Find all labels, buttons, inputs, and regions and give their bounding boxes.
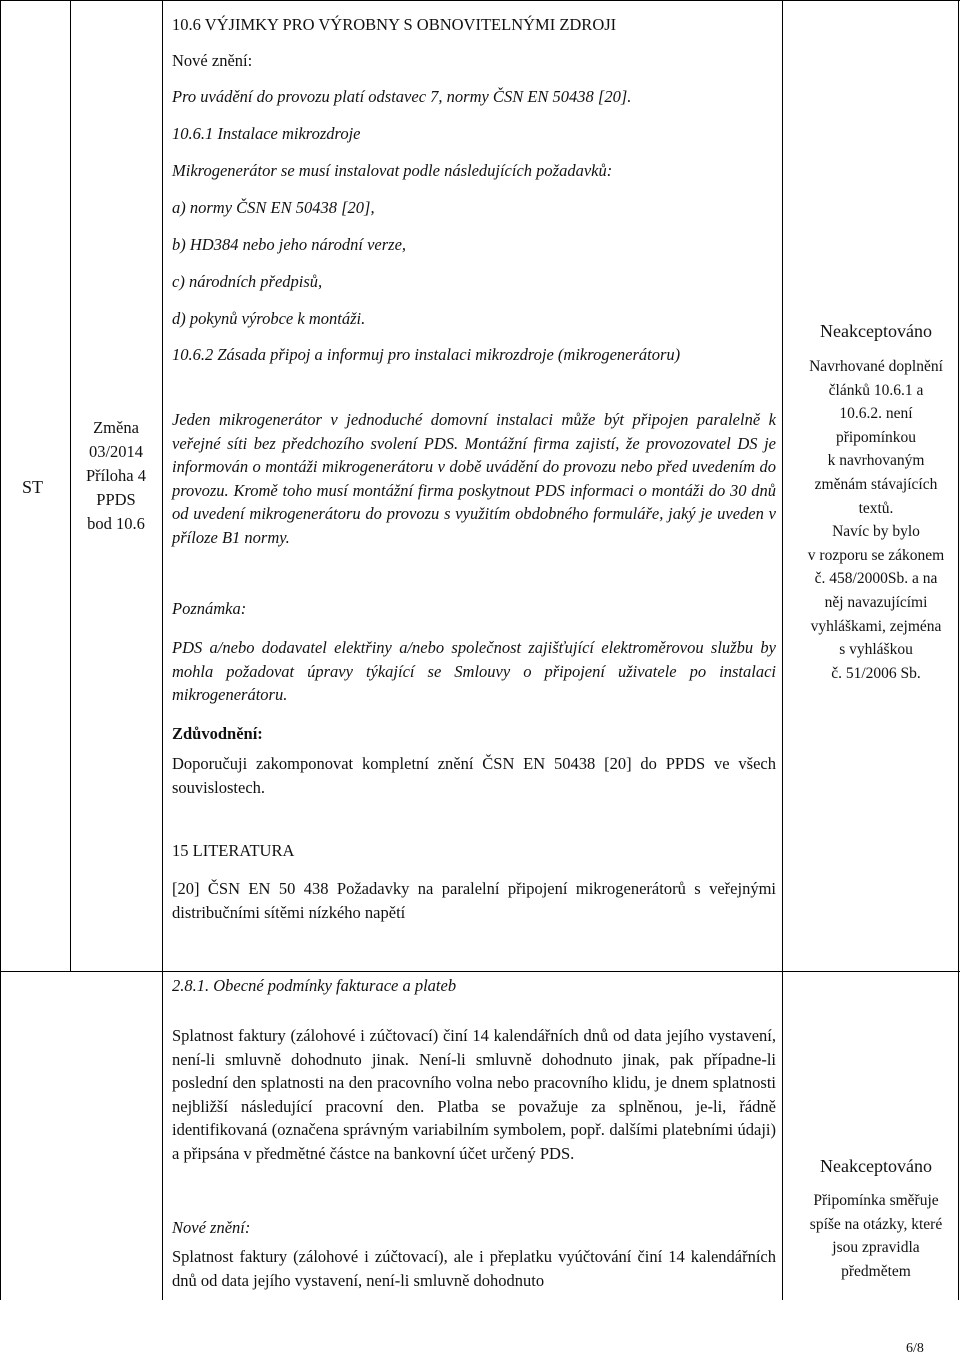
comment-line: Připomínka směřuje	[813, 1192, 939, 1209]
col-divider-2	[162, 0, 163, 1300]
subsection-title: 10.6.2 Zásada připoj a informuj pro instalaci mikrozdroje (mikrogenerátoru)	[172, 345, 681, 364]
status-badge: Neakceptováno	[820, 1156, 932, 1176]
ref-line: Příloha 4	[85, 466, 147, 485]
new-wording-label: Nové znění:	[172, 51, 253, 70]
comment-line: k navrhovaným	[827, 452, 925, 470]
table-border-left	[0, 0, 1, 1300]
row-divider	[0, 971, 960, 972]
ref-line: PPDS	[96, 490, 136, 509]
ref-line: Změna	[93, 418, 139, 437]
col-st: ST	[22, 477, 44, 497]
comment-line: č. 458/2000Sb. a na	[814, 570, 938, 588]
comment-line: připomínkou	[835, 428, 917, 446]
comment-line: 10.6.2. není	[839, 405, 913, 423]
comment-line: článků 10.6.1 a	[828, 381, 924, 399]
subsection-text: Mikrogenerátor se musí instalovat podle následujících požadavků:	[172, 161, 613, 180]
comment-line: něj navazujícími	[824, 593, 928, 611]
comment-line: textů.	[858, 499, 894, 517]
comment-line: vyhláškami, zejména	[810, 617, 942, 635]
comment-line: v rozporu se zákonem	[807, 546, 945, 564]
literature-heading: 15 LITERATURA	[172, 841, 295, 860]
comment-line: změnám stávajících	[814, 475, 938, 493]
new-wording-label: Nové znění:	[172, 1218, 251, 1237]
comment-line: č. 51/2006 Sb.	[831, 664, 921, 682]
note-text: PDS a/nebo dodavatel elektřiny a/nebo společnost zajišťující elektroměrovou službu by mohla požadovat úpravy týkající se Smlouvy o připojení uživatele po instalaci mikrogenerátoru.	[172, 638, 776, 705]
comment-line: spíše na otázky, které	[809, 1215, 943, 1233]
comment-line: předmětem	[841, 1262, 911, 1280]
list-item: c) národních předpisů,	[172, 272, 323, 291]
change-reference	[70, 416, 162, 536]
section-text: Splatnost faktury (zálohové i zúčtovací) činí 14 kalendářních dnů od data jejího vystavení, není-li smluvně dohodnuto jinak. Není-li smluvně dohodnuto jinak, pak případne-li poslední den splatnosti na den pracovního volna nebo pracovního klidu, je dnem splatnosti nejbližší následující pracovní den. Platba se považuje za splněnou, je-li, řádně identifikovaná (označena správným variabilním symbolem, popř. dalšími platebními údaji) a připsána v předmětné částce na bankovní účet určený PDS.	[172, 1026, 776, 1163]
comment-block	[791, 1189, 960, 1283]
list-item: a) normy ČSN EN 50438 [20],	[172, 198, 375, 217]
comment-line: Navíc by bylo	[832, 523, 920, 541]
justification-text: Doporučuji zakomponovat kompletní znění ČSN EN 50438 [20] do PPDS ve všech souvislostech.	[172, 754, 776, 797]
subsection-title: 10.6.1 Instalace mikrozdroje	[172, 124, 361, 143]
subsection-text: Jeden mikrogenerátor v jednoduché domovní instalaci může být připojen paralelně k veřejné síti bez předchozího svolení PDS. Montážní firma zajistí, že provozovatel DS je informován o montáži mikrogenerátoru v době uvádění do provozu nebo před uvedením do provozu. Kromě toho musí montážní firma poskytnout PDS informaci o montáži do 30 dnů od uvedení mikrogenerátoru do provozu s využitím obdobného formuláře, jaký je uveden v příloze B1 normy.	[172, 410, 776, 547]
intro-text: Pro uvádění do provozu platí odstavec 7, normy ČSN EN 50438 [20].	[172, 87, 632, 106]
list-item: b) HD384 nebo jeho národní verze,	[172, 235, 407, 254]
comment-block	[791, 355, 960, 685]
status-badge: Neakceptováno	[820, 321, 932, 341]
comment-line: s vyhláškou	[839, 641, 913, 659]
new-wording-text: Splatnost faktury (zálohové i zúčtovací), ale i přeplatku vyúčtování činí 14 kalendářních dnů od data jejího vystavení, není-li smluvně dohodnuto	[172, 1247, 776, 1290]
table-border-top	[0, 0, 960, 1]
literature-text: [20] ČSN EN 50 438 Požadavky na paralelní připojení mikrogenerátorů s veřejnými distribučními sítěmi nízkého napětí	[172, 879, 776, 922]
page-number: 6/8	[906, 1341, 924, 1356]
ref-line: 03/2014	[88, 442, 144, 461]
col-divider-3	[782, 0, 783, 1300]
comment-line: Navrhované doplnění	[809, 358, 943, 375]
comment-line: jsou zpravidla	[832, 1239, 920, 1257]
justification-label: Zdůvodnění:	[172, 724, 263, 743]
ref-line: bod 10.6	[87, 514, 145, 533]
section-heading: 10.6 VÝJIMKY PRO VÝROBNY S OBNOVITELNÝMI ZDROJI	[172, 15, 617, 34]
list-item: d) pokynů výrobce k montáži.	[172, 309, 366, 328]
note-label: Poznámka:	[172, 599, 247, 618]
section-heading: 2.8.1. Obecné podmínky fakturace a plateb	[172, 976, 457, 995]
